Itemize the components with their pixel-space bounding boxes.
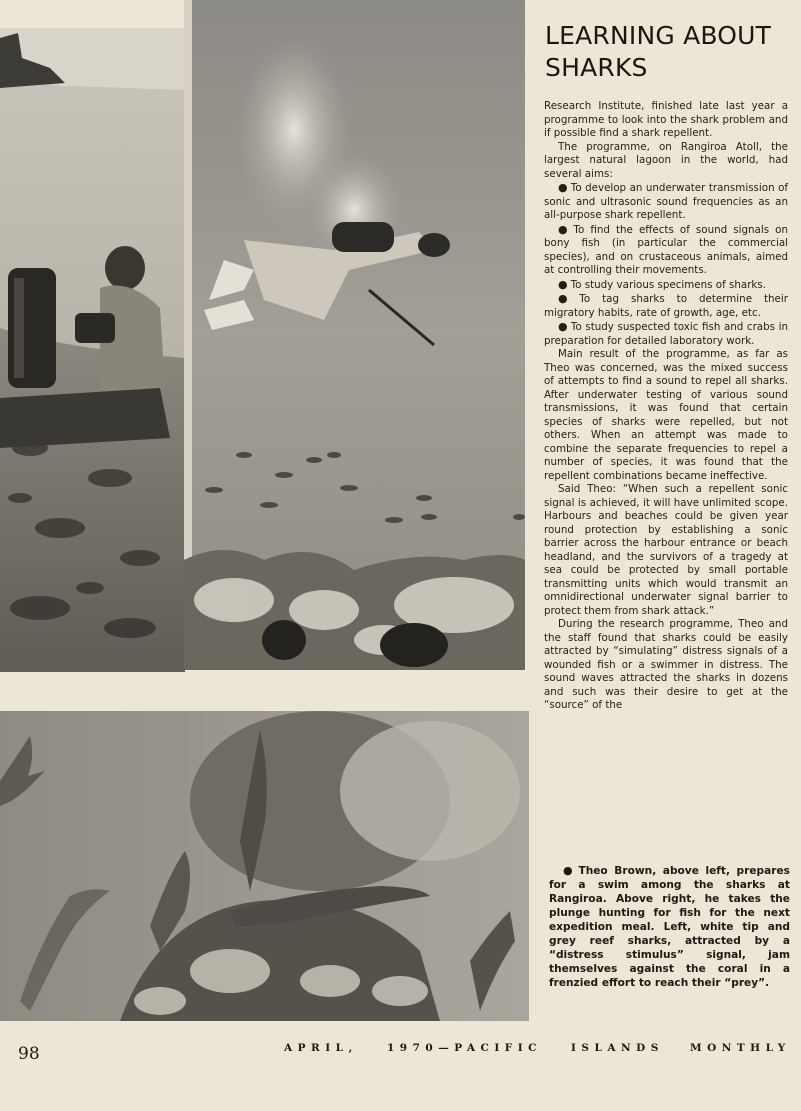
footer-islands: ISLANDS [571,1042,664,1054]
footer-month: APRIL, [284,1042,358,1054]
article-paragraph: Research Institute, finished late last year a programme to look into the shark problem and if possible find a shark repellent. [544,100,788,139]
photo-underwater-diver [184,0,525,670]
article-paragraph: Said Theo: “When such a repellent sonic signal is achieved, it will have unlimited scope. Harbours and beaches could be given year round protection by establishing a sonic barrier across the harbour entrance or beach headland, and the survivors of a tragedy at sea could be protected by small portable transmitting units which would transmit an omnidirectional underwater signal barrier to protect them from shark attack.” [544,483,788,617]
article-paragraph: The programme, on Rangiroa Atoll, the largest natural lagoon in the world, had several aims: [544,140,788,180]
bullet-icon: ● [558,181,568,194]
article-aim: ● To tag sharks to determine their migratory habits, rate of growth, age, etc. [544,292,788,319]
footer-year-pacific: 1970—PACIFIC [387,1042,542,1054]
article-paragraph: During the research programme, Theo and the staff found that sharks could be easily attracted by “simulating” distress signals of a wounded fish or a swimmer in distress. The sound waves attracted the sharks in dozens and such was their desire to get at the “source” of the [544,618,788,711]
article-aim: ● To find the effects of sound signals on bony fish (in particular the commercial species), and on crustaceous animals, aimed at controlling their movements. [544,222,788,276]
photo-caption: ● Theo Brown, above left, prepares for a swim among the sharks at Rangiroa. Above right, he takes the plunge hunting for fish for the next expedition meal. Left, white tip and grey reef sharks, attracted by a “distress stimulus” signal, jam themselves against the coral in a frenzied effort to reach their “prey”. [549,864,790,989]
article-aim: ● To develop an underwater transmission of sonic and ultrasonic sound frequencies as an all-purpose shark repellent. [544,181,788,221]
page-number: 98 [18,1044,40,1064]
article-aim: ● To study various specimens of sharks. [558,277,767,291]
article-body [544,100,788,713]
article-paragraph: Main result of the programme, as far as Theo was concerned, was the mixed success of attempts to find a sound to repel all sharks. After underwater testing of various sound transmissions, it was found that certain species of sharks were repelled, but not others. When an attempt was made to combine the separate frequencies to repel a number of species, it was found that the repellent combinations became ineffective. [544,348,788,482]
headline: LEARNING ABOUT SHARKS [545,21,772,82]
bullet-icon: ● [563,864,576,877]
bullet-icon: ● [558,320,568,333]
photo-diver-on-beach [0,28,185,672]
photo-sharks-on-coral [0,711,529,1021]
footer-monthly: MONTHLY [690,1042,791,1054]
bullet-icon: ● [558,292,577,305]
bullet-icon: ● [558,222,571,236]
bullet-icon: ● [558,277,568,291]
article-aim: ● To study suspected toxic fish and crabs in preparation for detailed laboratory work. [544,320,788,347]
